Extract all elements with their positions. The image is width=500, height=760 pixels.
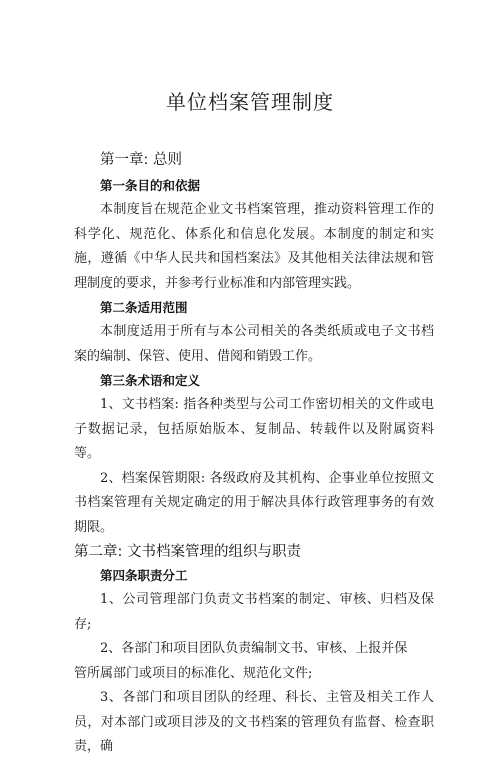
article-3-heading: 第三条术语和定义	[100, 373, 201, 388]
article-4-item-1: 1、公司管理部门负责文书档案的制定、审核、归档及保存;	[74, 592, 434, 632]
document-title: 单位档案管理制度	[166, 90, 334, 114]
article-4-item-2-line-2: 管所属部门或项目的标准化、规范化文件;	[74, 665, 313, 681]
article-3-item-2: 2、档案保管期限: 各级政府及其机构、企事业单位按照文书档案管理有关规定确定的用于解决具体行政管理事务的有效期限。	[74, 470, 434, 535]
chapter-1-heading: 第一章: 总则	[100, 152, 182, 168]
chapter-2-heading: 第二章: 文书档案管理的组织与职责	[74, 544, 301, 560]
article-4-heading: 第四条职责分工	[100, 568, 188, 583]
article-2-heading: 第二条适用范围	[100, 300, 188, 315]
article-2-text: 本制度适用于所有与本公司相关的各类纸质或电子文书档案的编制、保管、使用、借阅和销毁工作。	[74, 324, 434, 364]
article-4-item-3: 3、各部门和项目团队的经理、科长、主管及相关工作人员，对本部门或项目涉及的文书档案的管理负有监督、检查职责，确	[74, 690, 434, 754]
article-1-text: 本制度旨在规范企业文书档案管理，推动资料管理工作的科学化、规范化、体系化和信息化发展。本制度的制定和实施，遵循《中华人民共和国档案法》及其他相关法律法规和管理制度的要求，并参考行业标准和内部管理实践。	[74, 202, 434, 291]
article-1-heading: 第一条目的和依据	[100, 178, 201, 193]
document-body	[74, 148, 434, 760]
article-4-item-2-line-1: 2、各部门和项目团队负责编制文书、审核、上报并保	[100, 641, 408, 656]
article-3-item-1: 1、文书档案: 指各种类型与公司工作密切相关的文件或电子数据记录，包括原始版本、复制品、转载件以及附属资料等。	[74, 397, 434, 461]
